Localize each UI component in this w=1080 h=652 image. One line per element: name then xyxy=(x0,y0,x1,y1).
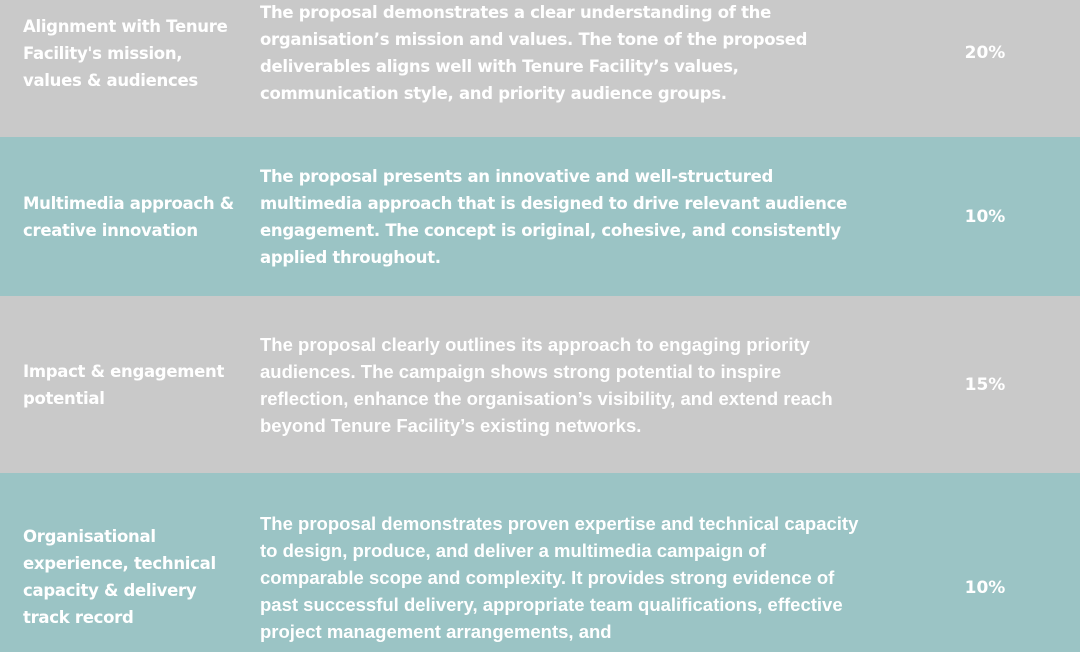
criterion-text: Impact & engagement potential xyxy=(23,361,225,408)
criterion-text: Alignment with Tenure Facility's mission, values & audiences xyxy=(23,16,228,90)
criterion-text: Organisational experience, technical capacity & delivery track record xyxy=(23,527,216,627)
table-row xyxy=(0,0,1080,136)
weight-text: 15% xyxy=(964,374,1006,395)
description-cell xyxy=(260,298,865,471)
description-text: The proposal clearly outlines its approach to engaging priority audiences. The campaign shows strong potential to inspire reflection, enhance the organisation’s visibility, and extend reach beyond Tenure Facility’s existing networks. xyxy=(260,333,833,436)
criterion-cell xyxy=(23,0,238,136)
criterion-text: Multimedia approach & creative innovation xyxy=(23,193,234,240)
weight-text: 20% xyxy=(964,43,1006,63)
table-row xyxy=(0,298,1080,471)
description-cell xyxy=(260,137,865,296)
description-text: The proposal demonstrates a clear understanding of the organisation’s mission and values. The tone of the proposed deliverables aligns well with Tenure Facility’s values, communication style, and priority audience groups. xyxy=(260,3,808,103)
description-cell xyxy=(260,0,865,136)
description-cell xyxy=(260,473,865,652)
table-row xyxy=(0,473,1080,652)
weight-cell xyxy=(890,473,1080,652)
weight-text: 10% xyxy=(964,578,1006,598)
description-text: The proposal presents an innovative and well-structured multimedia approach that is designed to drive relevant audience engagement. The concept is original, cohesive, and consistently applied throughout. xyxy=(260,166,847,267)
description-text: The proposal demonstrates proven expertise and technical capacity to design, produce, and deliver a multimedia campaign of comparable scope and complexity. It provides strong evidence of past successful delivery, appropriate team qualifications, effective project management arrangements, and xyxy=(260,513,859,642)
weight-cell xyxy=(890,298,1080,471)
criterion-cell xyxy=(23,473,238,652)
criterion-cell xyxy=(23,137,238,296)
weight-cell xyxy=(890,137,1080,296)
weight-text: 10% xyxy=(964,206,1006,227)
criterion-cell xyxy=(23,298,238,471)
table-row xyxy=(0,137,1080,296)
weight-cell xyxy=(890,0,1080,136)
